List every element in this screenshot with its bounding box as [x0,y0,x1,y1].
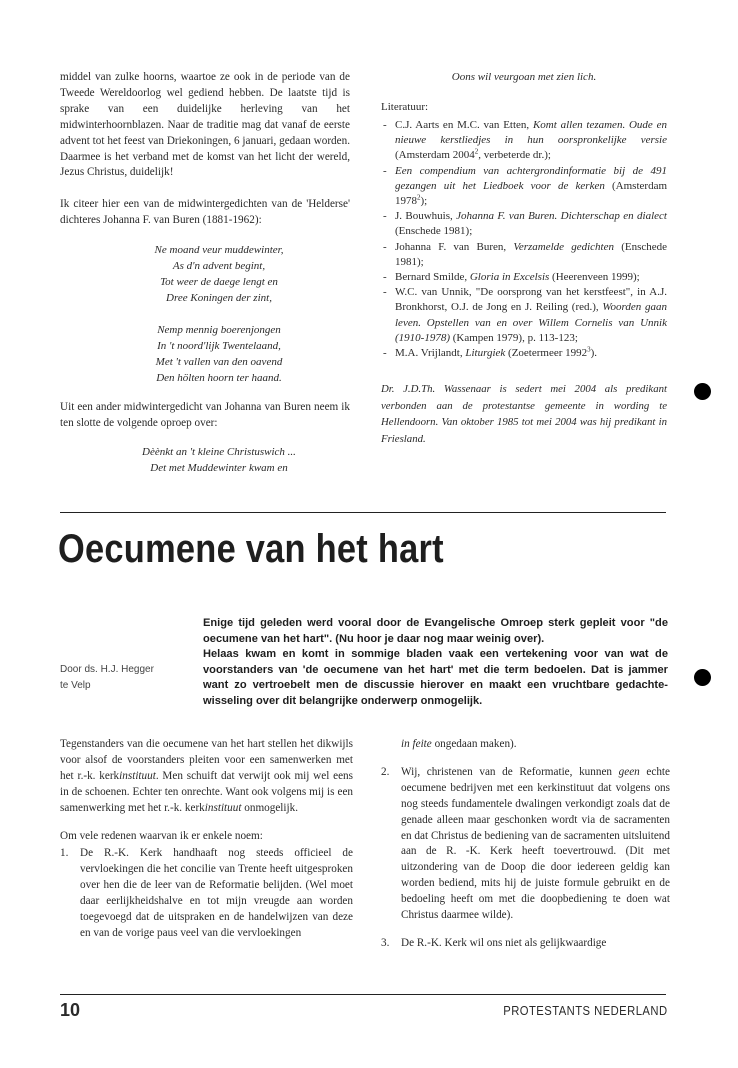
byline-location: te Velp [60,680,91,691]
article-right-column [381,737,670,952]
article-byline [60,662,200,694]
author-bio: Dr. J.D.Th. Wassenaar is sedert mei 2004 als predikant verbonden aan de protestantse gemeente in wording te Hellendoorn. Van oktober 1985 tot mei 2004 was hij predikant in Friesland. [381,383,667,445]
byline-author: Door ds. H.J. Hegger [60,664,154,675]
reasons-list-continued [381,737,670,952]
literature-item: - Johanna F. van Buren, Verzamelde gedichten (Enschede 1981); [381,240,667,270]
literature-item: - C.J. Aarts en M.C. van Etten, Komt allen tezamen. Oude en nieuwe kerstliedjes in hun oorspronkelijke versie (Amsterdam 2004$^2$, verbeterde dr.); [381,118,667,164]
margin-dot-icon [694,669,711,686]
prev-article-paragraph: Ik citeer hier een van de midwintergedichten van de 'Helderse' dichteres Johanna F. van Buren (1881-1962): [60,198,350,227]
poem-line: Nemp mennig boerenjongen [157,323,281,336]
literature-item: - M.A. Vrijlandt, Liturgiek (Zoetermeer 1992$^3$). [381,346,667,361]
page-number: 10 [60,1000,81,1020]
literature-heading: Literatuur: [381,100,429,113]
poem-line: Dree Koningen der zint, [166,291,272,304]
article-left-column [60,737,353,942]
article-title: Oecumene van het hart [58,527,444,571]
section-divider [60,512,666,513]
reason-item: 3. De R.-K. Kerk wil ons niet als gelijkwaardige [381,936,607,949]
poem-line: Dèènkt an 't kleine Christuswich ... [142,446,296,459]
margin-dot-icon [694,383,711,400]
literature-list [381,118,667,361]
poem-line: In 't noord'lijk Twentelaand, [157,339,281,352]
intro-paragraph: Helaas kwam en komt in sommige bladen vaak een vertekening voor van wat de voorstanders van 'de oecumene van het hart' met die term bedoelen. Dat is jammer want zo vertroebelt men de discussie hierover en maakt een vruchtbare gedachte-wisseling over dit belangrijke onderwerp onmogelijk. [203,648,668,707]
prev-article-paragraph: middel van zulke hoorns, waartoe ze ook in de periode van de Tweede Wereldoorlog wel gediend hebben. De laatste tijd is sprake van een duidelijke herleving van het midwinterhoornblazen. Naar de traditie mag dat vanaf de eerste advent tot het feest van Driekoningen, 6 januari, gedaan worden. Daarmee is het verband met de komst van het licht der wereld, Jezus Christus, duidelijk! [60,71,350,179]
poem-closing [60,445,350,477]
poem-line: As d'n advent begint, [172,260,266,273]
literature-item: - J. Bouwhuis, Johanna F. van Buren. Dichterschap en dialect (Enschede 1981); [381,209,667,239]
footer-divider [60,994,666,995]
reason-item: 2. Wij, christenen van de Reformatie, kunnen geen echte oecumene bedrijven met een kerkinstituut dat volgens ons nog steeds fundamentele dwalingen verkondigt zoals dat de genade alleen maar geschonken wordt via de sacramenten en dat Christus de bediening van de sacramenten uitsluitend aan de R. -K. Kerk heeft toevertrouwd. (Dit met uitzondering van de Doop die door iedereen geldig kan worden bediend, mits hij de juiste formule gebruikt en de bedoeling heeft om met die doopbediening te doen wat Christus daarmee wilde). [381,765,670,922]
poem-line: Ne moand veur muddewinter, [154,244,284,257]
reasons-list [60,846,353,941]
prev-article-left-column [60,70,350,477]
article-intro [203,616,668,709]
poem-line: Oons wil veurgoan met zien lich. [451,71,597,83]
poem-stanzas [60,243,350,386]
poem-line: Det met Muddewinter kwam en [150,462,288,475]
poem-line: Den hölten hoorn ter haand. [156,371,282,384]
prev-article-paragraph: Uit een ander midwintergedicht van Johanna van Buren neem ik ten slotte de volgende oproep over: [60,401,350,430]
literature-item: - Een compendium van achtergrondinformatie bij de 491 gezangen uit het Liedboek voor de kerken (Amsterdam 1978$^2$); [381,164,667,210]
article-paragraph: Tegenstanders van die oecumene van het hart stellen het dikwijls voor alsof de voorstanders pleiten voor een samenwerken met het r.-k. kerkinstituut. Men schuift dat verwijt ook mij wel eens in de schoenen. Echter ten onrechte. Want ook volgens mij is een samenwerking met het r.-k. kerkinstituut onmogelijk. [60,738,353,814]
literature-item: - Bernard Smilde, Gloria in Excelsis (Heerenveen 1999); [381,270,667,285]
prev-article-right-column [381,70,667,447]
reason-item: 1. De R.-K. Kerk handhaaft nog steeds officieel de vervloekingen die het concilie van Trente heeft uitgesproken over hen die de leer van de Reformatie belijden. (Wel moet daar eerlijkheidshalve en tot mijn vreugde aan worden toegevoegd dat de uitspraken en de handelwijzen van deze en van de vorige paus veel van die vervloekingen [60,847,353,939]
poem-line: Tot weer de daege lengt en [160,275,278,288]
poem-line: Met 't vallen van den oavend [155,355,283,368]
literature-item: - W.C. van Unnik, "De oorsprong van het kerstfeest", in A.J. Bronkhorst, O.J. de Jong en J. Reiling (red.), Woorden gaan leven. Opstellen van en over Willem Cornelis van Unnik (1910-1978) (Kampen 1979), p. 113-123; [381,285,667,346]
reason-item-continued: in feite ongedaan maken). [401,738,517,750]
article-paragraph: Om vele redenen waarvan ik er enkele noem: [60,829,263,842]
intro-paragraph: Enige tijd geleden werd vooral door de Evangelische Omroep sterk gepleit voor "de oecumene van het hart". (Nu hoor je daar nog maar weinig over). [203,617,668,645]
magazine-name: PROTESTANTS NEDERLAND [503,1004,668,1018]
